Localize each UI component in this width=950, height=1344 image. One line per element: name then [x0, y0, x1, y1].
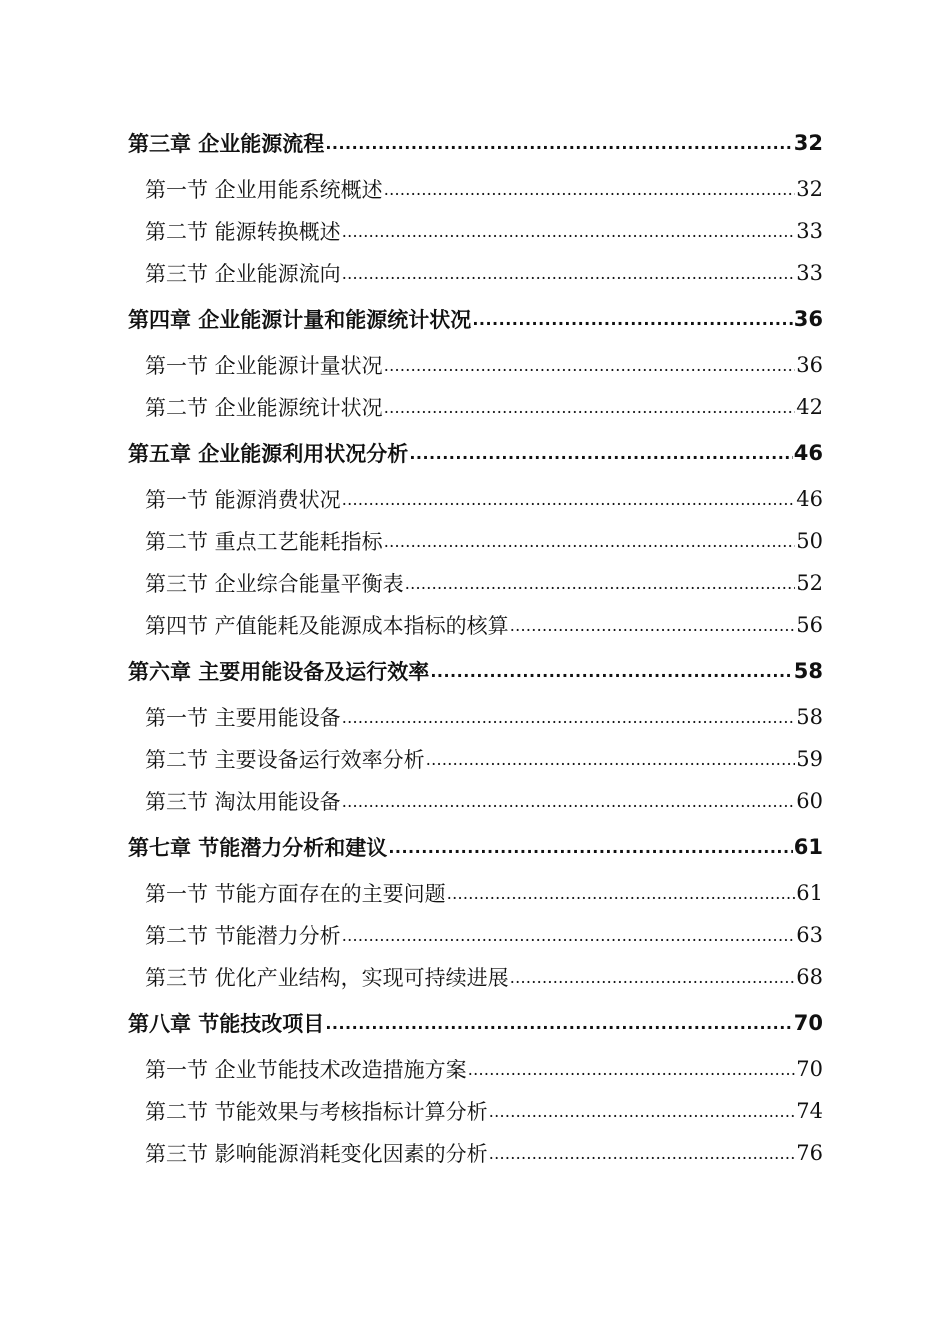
- toc-page-number: 42: [796, 395, 823, 419]
- toc-title: 第八章 节能技改项目: [128, 1012, 325, 1036]
- toc-title: 第一节 企业用能系统概述: [145, 178, 383, 202]
- toc-section[interactable]: [128, 168, 823, 210]
- toc-title: 第二节 节能效果与考核指标计算分析: [145, 1100, 488, 1124]
- toc-title: 第一节 节能方面存在的主要问题: [145, 882, 446, 906]
- toc-title: 第一节 能源消费状况: [145, 488, 341, 512]
- toc-chapter[interactable]: [128, 428, 823, 478]
- toc-chapter[interactable]: [128, 294, 823, 344]
- toc-title: 第一节 企业节能技术改造措施方案: [145, 1058, 467, 1082]
- toc-title: 第二节 能源转换概述: [145, 220, 341, 244]
- toc-chapter[interactable]: [128, 998, 823, 1048]
- toc-section[interactable]: [128, 738, 823, 780]
- toc-leader: [510, 616, 796, 635]
- toc-section[interactable]: [128, 604, 823, 646]
- toc-title: 第二节 主要设备运行效率分析: [145, 748, 425, 772]
- toc-chapter[interactable]: [128, 822, 823, 872]
- toc-section[interactable]: [128, 252, 823, 294]
- toc-title: 第一节 主要用能设备: [145, 706, 341, 730]
- toc-leader: [384, 398, 796, 417]
- toc-title: 第三节 淘汰用能设备: [145, 790, 341, 814]
- toc-page-number: 56: [796, 613, 823, 637]
- toc-leader: [405, 574, 796, 593]
- toc-leader: [426, 750, 796, 769]
- toc-page-number: 76: [796, 1141, 823, 1165]
- toc-title: 第二节 重点工艺能耗指标: [145, 530, 383, 554]
- toc-section[interactable]: [128, 386, 823, 428]
- toc-title: 第三节 企业综合能量平衡表: [145, 572, 404, 596]
- toc-page-number: 74: [796, 1099, 823, 1123]
- toc-page-number: 60: [796, 789, 823, 813]
- toc-section[interactable]: [128, 478, 823, 520]
- toc-page-number: 52: [796, 571, 823, 595]
- toc-page-number: 36: [793, 307, 823, 331]
- toc-page-number: 58: [796, 705, 823, 729]
- toc-section[interactable]: [128, 1132, 823, 1174]
- toc-title: 第六章 主要用能设备及运行效率: [128, 660, 430, 684]
- toc-section[interactable]: [128, 696, 823, 738]
- toc-page-number: 36: [796, 353, 823, 377]
- toc-page-number: 32: [793, 131, 823, 155]
- toc-section[interactable]: [128, 210, 823, 252]
- toc-page-number: 70: [793, 1011, 823, 1035]
- toc-section[interactable]: [128, 872, 823, 914]
- toc-leader: [409, 444, 792, 463]
- toc-page-number: 70: [796, 1057, 823, 1081]
- toc-page-number: 68: [796, 965, 823, 989]
- toc-leader: [430, 662, 792, 681]
- toc-page-number: 33: [796, 261, 823, 285]
- toc-page-number: 46: [796, 487, 823, 511]
- toc-section[interactable]: [128, 520, 823, 562]
- toc-chapter[interactable]: [128, 646, 823, 696]
- toc-section[interactable]: [128, 914, 823, 956]
- toc-leader: [342, 490, 796, 509]
- toc-page-number: 50: [796, 529, 823, 553]
- toc-section[interactable]: [128, 344, 823, 386]
- toc-leader: [468, 1060, 796, 1079]
- toc-leader: [342, 708, 796, 727]
- toc-leader: [472, 310, 792, 329]
- toc-page-number: 33: [796, 219, 823, 243]
- toc-title: 第五章 企业能源利用状况分析: [128, 442, 409, 466]
- toc-title: 第二节 节能潜力分析: [145, 924, 341, 948]
- toc-page-number: 61: [793, 835, 823, 859]
- toc-title: 第二节 企业能源统计状况: [145, 396, 383, 420]
- toc-title: 第一节 企业能源计量状况: [145, 354, 383, 378]
- toc-leader: [384, 356, 796, 375]
- toc-page-number: 46: [793, 441, 823, 465]
- toc-page-number: 63: [796, 923, 823, 947]
- toc-page-number: 59: [796, 747, 823, 771]
- toc-section[interactable]: [128, 1048, 823, 1090]
- toc-leader: [384, 180, 796, 199]
- toc-page-number: 61: [796, 881, 823, 905]
- toc-leader: [325, 1014, 792, 1033]
- toc-leader: [384, 532, 796, 551]
- toc-leader: [388, 838, 792, 857]
- toc-title: 第四章 企业能源计量和能源统计状况: [128, 308, 472, 332]
- toc-title: 第三节 影响能源消耗变化因素的分析: [145, 1142, 488, 1166]
- toc-leader: [342, 792, 796, 811]
- toc-title: 第三节 企业能源流向: [145, 262, 341, 286]
- toc-leader: [447, 884, 796, 903]
- toc-page-number: 32: [796, 177, 823, 201]
- toc-leader: [342, 222, 796, 241]
- toc-section[interactable]: [128, 780, 823, 822]
- toc-title: 第七章 节能潜力分析和建议: [128, 836, 388, 860]
- toc-leader: [325, 134, 792, 153]
- toc-leader: [489, 1102, 796, 1121]
- toc-page-number: 58: [793, 659, 823, 683]
- toc-title: 第四节 产值能耗及能源成本指标的核算: [145, 614, 509, 638]
- toc-leader: [510, 968, 796, 987]
- toc-section[interactable]: [128, 1090, 823, 1132]
- toc-chapter[interactable]: [128, 118, 823, 168]
- toc-title: 第三节 优化产业结构，实现可持续进展: [145, 966, 509, 990]
- toc-title: 第三章 企业能源流程: [128, 132, 325, 156]
- toc-leader: [489, 1144, 796, 1163]
- toc-section[interactable]: [128, 562, 823, 604]
- toc-section[interactable]: [128, 956, 823, 998]
- toc-leader: [342, 264, 796, 283]
- toc-leader: [342, 926, 796, 945]
- table-of-contents: [128, 118, 823, 1174]
